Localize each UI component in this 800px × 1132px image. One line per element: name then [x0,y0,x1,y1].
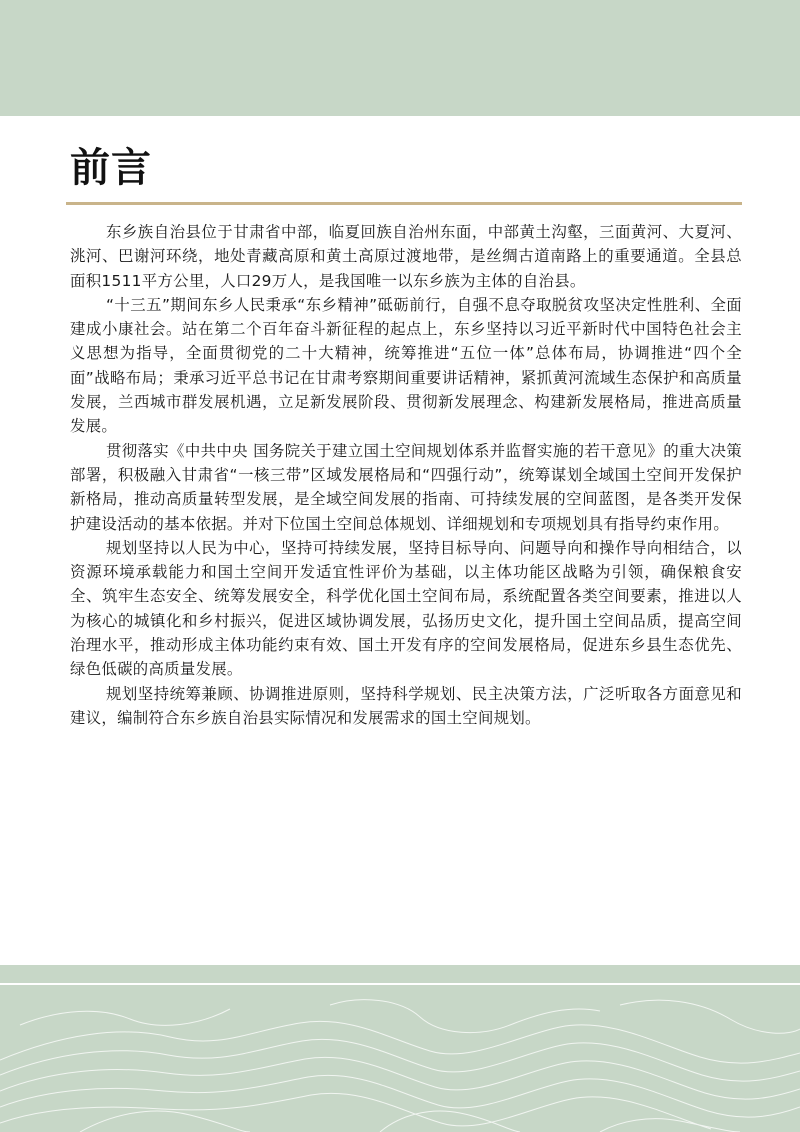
paragraph: “十三五”期间东乡人民秉承“东乡精神”砥砺前行，自强不息夺取脱贫攻坚决定性胜利、全面建成小康社会。站在第二个百年奋斗新征程的起点上，东乡坚持以习近平新时代中国特色社会主义思想为指导，全面贯彻党的二十大精神，统筹推进“五位一体”总体布局，协调推进“四个全面”战略布局；秉承习近平总书记在甘肃考察期间重要讲话精神，紧抓黄河流域生态保护和高质量发展，兰西城市群发展机遇，立足新发展阶段、贯彻新发展理念、构建新发展格局，推进高质量发展。 [70,295,742,436]
document-page [0,116,800,965]
paragraph: 规划坚持以人民为中心，坚持可持续发展，坚持目标导向、问题导向和操作导向相结合，以资源环境承载能力和国土空间开发适宜性评价为基础，以主体功能区战略为引领，确保粮食安全、筑牢生态安全、统筹发展安全，科学优化国土空间布局，系统配置各类空间要素，推进以人为核心的城镇化和乡村振兴，促进区域协调发展，弘扬历史文化，提升国土空间品质，提高空间治理水平，推动形成主体功能约束有效、国土开发有序的空间发展格局，促进东乡县生态优先、绿色低碳的高质量发展。 [70,538,742,679]
page-title: 前言 [70,145,152,191]
paragraph: 贯彻落实《中共中央 国务院关于建立国土空间规划体系并监督实施的若干意见》的重大决策部署，积极融入甘肃省“一核三带”区域发展格局和“四强行动”，统筹谋划全域国土空间开发保护新格局，推动高质量转型发展，是全域空间发展的指南、可持续发展的空间蓝图，是各类开发保护建设活动的基本依据。并对下位国土空间总体规划、详细规划和专项规划具有指导约束作用。 [70,441,742,533]
top-decor-band [0,0,800,116]
paragraph: 东乡族自治县位于甘肃省中部，临夏回族自治州东面，中部黄土沟壑，三面黄河、大夏河、洮河、巴谢河环绕，地处青藏高原和黄土高原过渡地带，是丝绸古道南路上的重要通道。全县总面积1511平方公里，人口29万人，是我国唯一以东乡族为主体的自治县。 [70,223,742,290]
body-text [70,220,742,730]
contour-lines-decoration [0,965,800,1132]
bottom-decor-band [0,965,800,1132]
paragraph: 规划坚持统筹兼顾、协调推进原则，坚持科学规划、民主决策方法，广泛听取各方面意见和建议，编制符合东乡族自治县实际情况和发展需求的国土空间规划。 [70,684,742,727]
title-divider [66,202,742,205]
